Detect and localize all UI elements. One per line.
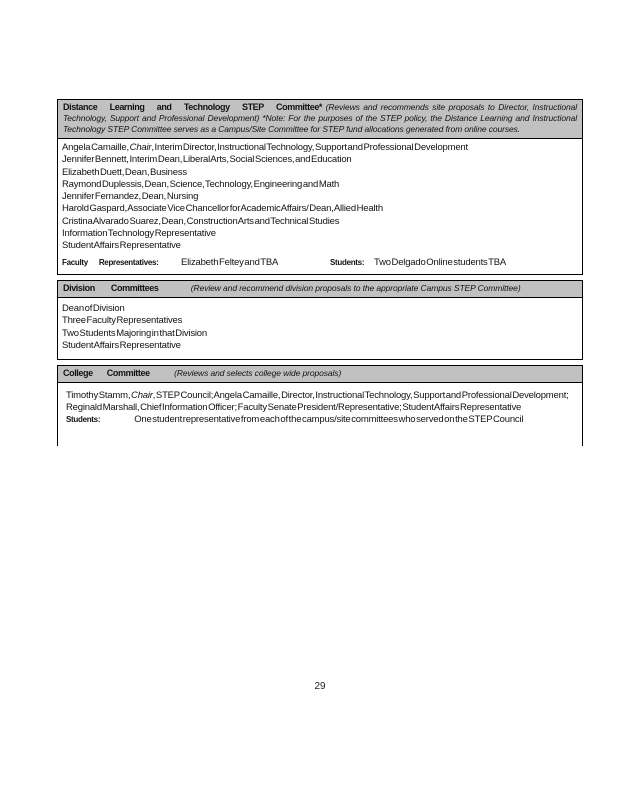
division-committees-table bbox=[57, 280, 583, 360]
member-line: Harold Gaspard, Associate Vice Chancellor for Academic Affairs/ Dean, Allied Health bbox=[62, 203, 383, 215]
faculty-representatives-value: Elizabeth Feltey and TBA bbox=[181, 256, 279, 268]
dlt-description: (Reviews and recommends site proposals to Director, Instructional Technology, Support and Professional Development) *Note: For the purposes of the STEP policy, the Distance Learning and Instructional Technology STEP Committee serves as a Campus/Site Committee for STEP fund allocations generated from online courses. bbox=[63, 102, 577, 134]
member-line: Information Technology Representative bbox=[62, 228, 216, 240]
dlt-step-committee-table bbox=[57, 99, 583, 275]
member-line: Jennifer Bennett, Interim Dean, Liberal Arts, Social Sciences, and Education bbox=[62, 154, 352, 166]
representatives-row bbox=[62, 257, 578, 269]
member-line: Three Faculty Representatives bbox=[62, 315, 183, 327]
member-line: Elizabeth Duett, Dean, Business bbox=[62, 166, 187, 178]
college-description: (Reviews and selects college wide proposals) bbox=[174, 367, 342, 378]
member-line: Jennifer Fernandez, Dean, Nursing bbox=[62, 191, 199, 203]
college-committee-table bbox=[57, 365, 583, 446]
member-line: Student Affairs Representative bbox=[62, 340, 181, 352]
member-line: Dean of Division bbox=[62, 302, 125, 314]
dlt-title: Distance Learning and Technology STEP Committee* bbox=[63, 102, 323, 112]
faculty-representatives-label: Faculty Representatives: bbox=[62, 257, 159, 267]
students-label: Students: bbox=[330, 257, 365, 267]
students-value: Two Delgado Online students TBA bbox=[374, 256, 507, 268]
dlt-step-committee-header bbox=[58, 100, 582, 139]
college-members-paragraph: Timothy Stamm, Chair, STEP Council; Angela Camaille, Director, Instructional Technology, Support and Professional Development; Reginald Marshall, Chief Information Officer; Faculty Senate President/Representative; Student Affairs Representative Students: One student representative from each of the campus/site committees who served on the STEP Council bbox=[66, 389, 569, 426]
division-title: Division Committees bbox=[63, 282, 159, 293]
dlt-members-list bbox=[58, 139, 582, 274]
students-inline-label: Students: bbox=[66, 415, 101, 425]
division-committees-header bbox=[58, 281, 582, 298]
member-line: Angela Camaille, Chair, Interim Director, Instructional Technology, Support and Professional Development bbox=[62, 142, 468, 153]
division-members-list bbox=[58, 298, 582, 359]
college-committee-header bbox=[58, 366, 582, 383]
college-title: College Committee bbox=[63, 367, 150, 378]
member-line: Two Students Majoring in that Division bbox=[62, 327, 207, 339]
member-line: Student Affairs Representative bbox=[62, 240, 181, 252]
member-line: Cristina Alvarado Suarez, Dean, Construction Arts and Technical Studies bbox=[62, 215, 340, 227]
page-number: 29 bbox=[314, 681, 326, 692]
member-line: Raymond Duplessis, Dean, Science, Technology, Engineering and Math bbox=[62, 178, 340, 190]
division-description: (Review and recommend division proposals to the appropriate Campus STEP Committee) bbox=[190, 282, 521, 293]
committee-tables bbox=[57, 99, 583, 446]
